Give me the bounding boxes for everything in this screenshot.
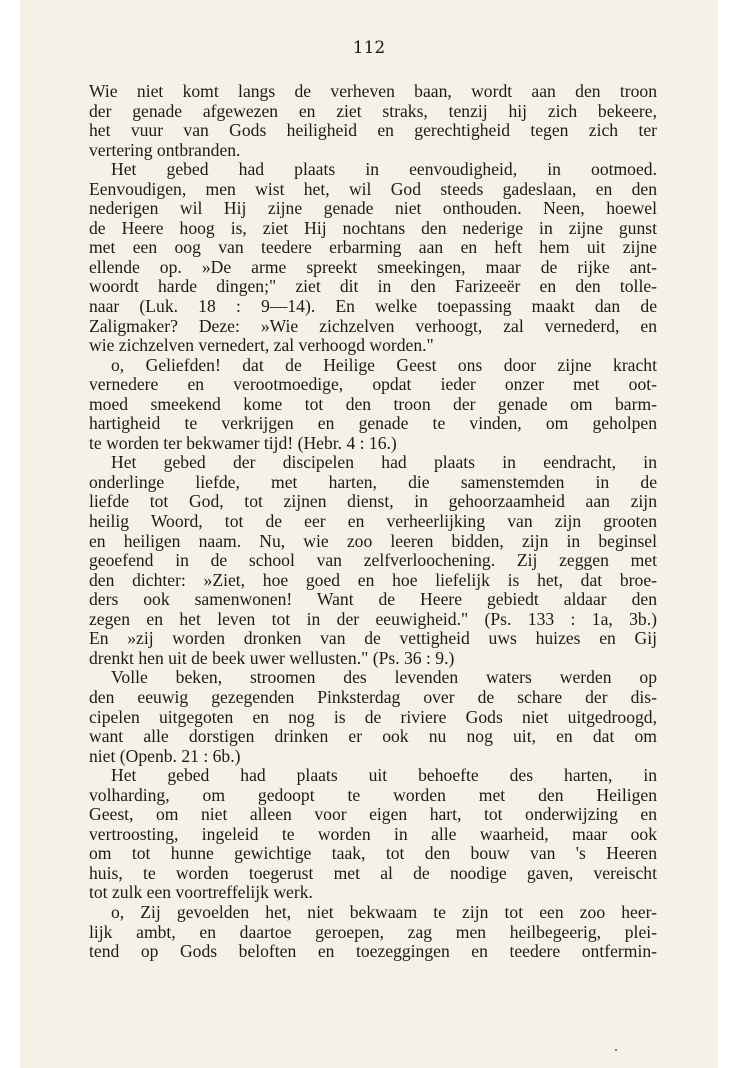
text-line: tend op Gods beloften en toezeggingen en teedere ontfermin- [89,941,657,962]
text-line: lijk ambt, en daartoe geroepen, zag men heilbegeerig, plei- [89,921,657,942]
body-text [89,82,657,962]
text-line: moed smeekend kome tot den troon der genade om barm- [89,393,657,414]
text-line: Zaligmaker? Deze: »Wie zichzelven verhoogt, zal vernederd, en [89,315,657,336]
speck-mark [615,1049,617,1051]
text-line: woordt harde dingen;" ziet dit in den Farizeeër en den tolle- [89,276,657,297]
text-line: cipelen uitgegoten en nog is de riviere Gods niet uitgedroogd, [89,706,657,727]
text-line: het vuur van Gods heiligheid en gerechtigheid tegen zich ter [89,120,657,141]
text-line: heilig Woord, tot de eer en verheerlijking van zijn grooten [89,511,657,532]
text-line: o, Geliefden! dat de Heilige Geest ons door zijne kracht [111,354,657,375]
text-line: liefde tot God, tot zijnen dienst, in gehoorzaamheid aan zijn [89,491,657,512]
text-line: drenkt hen uit de beek uwer wellusten." (Ps. 36 : 9.) [89,647,455,668]
page-number: 112 [352,38,386,58]
text-line: niet (Openb. 21 : 6b.) [89,745,241,766]
text-line: den eeuwig gezegenden Pinksterdag over de schare der dis- [89,686,657,707]
text-line: onderlinge liefde, met harten, die samenstemden in de [89,471,657,492]
text-line: vernedere en verootmoedige, opdat ieder onzer met oot- [89,374,657,395]
text-line: wie zichzelven vernedert, zal verhoogd worden." [89,335,434,356]
text-line: te worden ter bekwamer tijd! (Hebr. 4 : 16.) [89,432,397,453]
text-line: om tot hunne gewichtige taak, tot den bouw van 's Heeren [89,843,657,864]
text-line: tot zulk een voortreffelijk werk. [89,882,313,903]
text-line: huis, te worden toegerust met al de noodige gaven, vereischt [89,862,657,883]
text-line: Eenvoudigen, men wist het, wil God steeds gadeslaan, en den [89,178,657,199]
text-line: zegen en het leven tot in der eeuwigheid." (Ps. 133 : 1a, 3b.) [89,608,657,629]
text-line: o, Zij gevoelden het, niet bekwaam te zijn tot een zoo heer- [111,901,657,922]
text-line: Geest, om niet alleen voor eigen hart, tot onderwijzing en [89,804,657,825]
book-page [20,0,718,1068]
text-line: Wie niet komt langs de verheven baan, wordt aan den troon [89,81,657,101]
text-line: En »zij worden dronken van de vettigheid uws huizes en Gij [89,628,657,649]
text-line: Het gebed der discipelen had plaats in eendracht, in [111,452,657,473]
text-line: nederigen wil Hij zijne genade niet onthouden. Neen, hoewel [89,198,657,219]
text-line: volharding, om gedoopt te worden met den Heiligen [89,784,657,805]
text-line: ders ook samenwonen! Want de Heere gebiedt aldaar den [89,589,657,610]
text-line: hartigheid te verkrijgen en genade te vinden, om geholpen [89,413,657,434]
text-line: want alle dorstigen drinken er ook nu nog uit, en dat om [89,726,657,747]
text-line: de Heere hoog is, ziet Hij nochtans den nederige in zijne gunst [89,217,657,238]
text-line: met een oog van teedere erbarming aan en heft hem uit zijne [89,237,657,258]
text-line: vertering ontbranden. [89,139,241,160]
text-line: geoefend in de school van zelfverloochening. Zij zeggen met [89,550,657,571]
text-line: Het gebed had plaats uit behoefte des harten, in [111,765,657,786]
text-line: en heiligen naam. Nu, wie zoo leeren bidden, zijn in beginsel [89,530,657,551]
text-line: Het gebed had plaats in eenvoudigheid, in ootmoed. [111,159,657,180]
text-line: Volle beken, stroomen des levenden waters werden op [111,667,657,688]
text-line: ellende op. »De arme spreekt smeekingen, maar de rijke ant- [89,256,657,277]
text-line: naar (Luk. 18 : 9—14). En welke toepassing maakt dan de [89,296,657,317]
text-line: vertroosting, ingeleid te worden in alle waarheid, maar ook [89,823,657,844]
text-line: den dichter: »Ziet, hoe goed en hoe liefelijk is het, dat broe- [89,569,657,590]
text-line: der genade afgewezen en ziet straks, tenzij hij zich bekeere, [89,100,657,121]
